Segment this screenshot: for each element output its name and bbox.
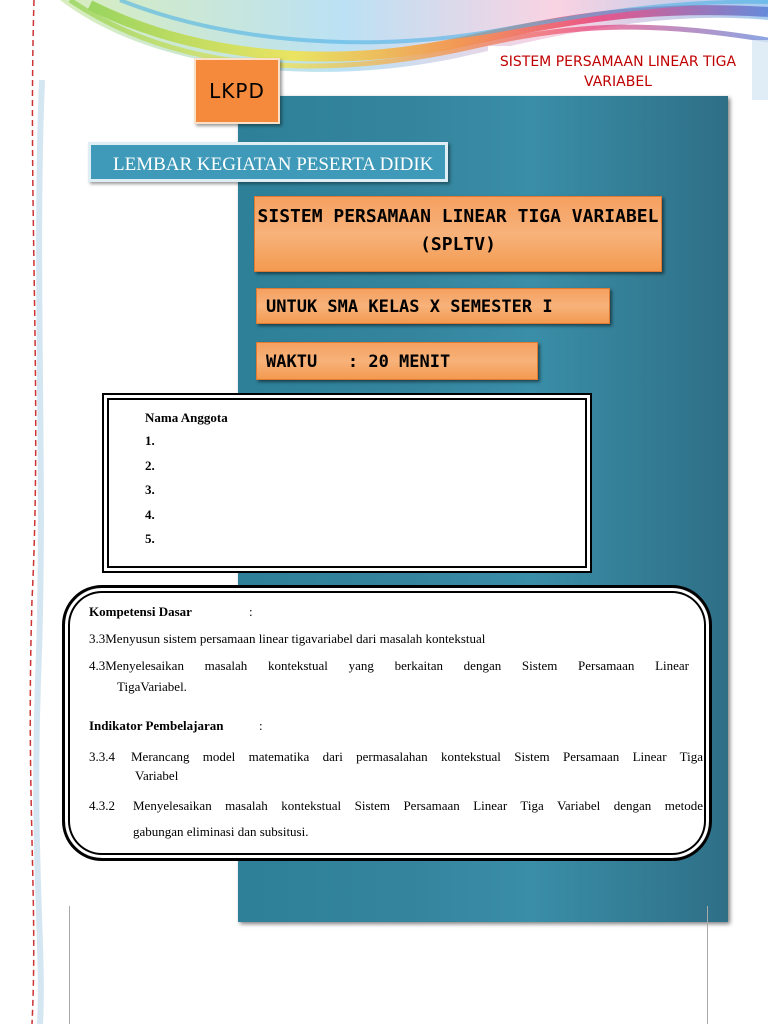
- member-item-5: 5.: [145, 531, 155, 546]
- header-title: SISTEM PERSAMAAN LINEAR TIGA VARIABEL: [488, 46, 748, 100]
- member-item-1: 1.: [145, 433, 155, 448]
- competency-box: [62, 585, 712, 861]
- indicator-1-text-cont: Variabel: [135, 768, 179, 783]
- indicator-1-number: 3.3.4: [89, 749, 115, 764]
- cover-title: SISTEM PERSAMAAN LINEAR TIGA VARIABEL (SPLTV): [254, 196, 662, 272]
- indicator-2-number: 4.3.2: [89, 798, 115, 813]
- cover-target: UNTUK SMA KELAS X SEMESTER I: [256, 288, 610, 324]
- cover-time: WAKTU : 20 MENIT: [256, 342, 538, 380]
- left-dashed-line-decoration: [24, 0, 54, 1024]
- indicator-label: Indikator Pembelajaran: [89, 718, 224, 733]
- lkpd-badge: LKPD: [194, 58, 280, 124]
- indicator-2-text: Menyelesaikan masalah kontekstual Sistem Persamaan Linear Tiga Variabel dengan metode: [133, 798, 703, 813]
- member-list-box: [107, 398, 587, 568]
- kd-item-1: 3.3Menyusun sistem persamaan linear tigavariabel dari masalah kontekstual: [89, 631, 486, 646]
- indicator-1-text: Merancang model matematika dari permasalahan kontekstual Sistem Persamaan Linear Tiga: [131, 749, 703, 764]
- member-item-4: 4.: [145, 506, 155, 522]
- indicator-colon: :: [259, 718, 263, 733]
- worksheet-banner: LEMBAR KEGIATAN PESERTA DIDIK: [88, 142, 448, 182]
- member-item-3: 3.: [145, 482, 155, 497]
- kd-item-2-cont: TigaVariabel.: [117, 679, 187, 694]
- kd-label: Kompetensi Dasar: [89, 604, 192, 619]
- margin-mark-left: [69, 906, 70, 1024]
- margin-mark-right: [707, 906, 708, 1024]
- kd-colon: :: [249, 604, 253, 619]
- indicator-2-text-cont: gabungan eliminasi dan subsitusi.: [133, 824, 309, 839]
- member-item-2: 2.: [145, 457, 155, 473]
- member-list-label: Nama Anggota: [145, 410, 228, 425]
- kd-item-2: 4.3Menyelesaikan masalah kontekstual yang berkaitan dengan Sistem Persamaan Linear: [89, 658, 689, 673]
